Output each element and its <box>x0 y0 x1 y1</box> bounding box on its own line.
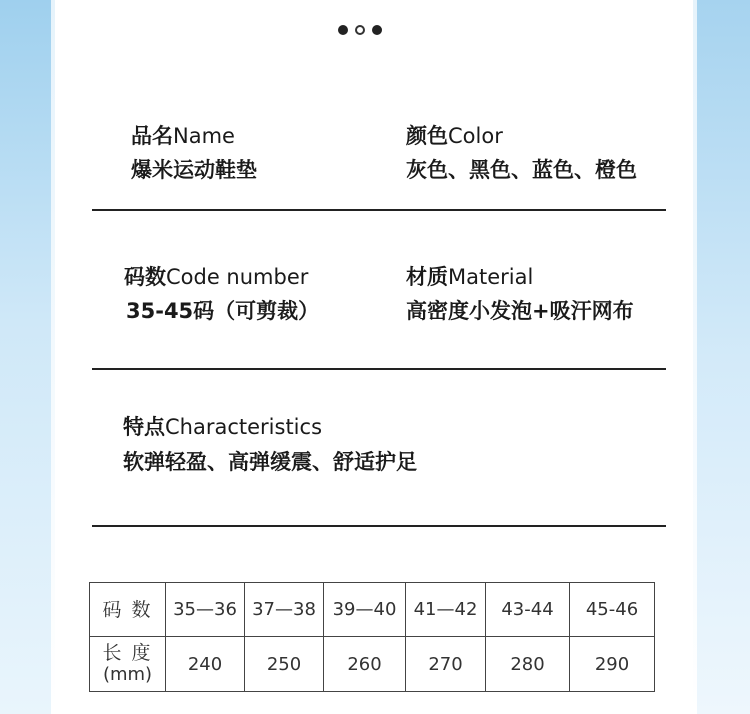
section-divider <box>92 209 666 211</box>
length-cell: 280 <box>486 637 570 692</box>
spec-label-cn: 品名 <box>131 124 173 148</box>
spec-label-name <box>131 123 235 149</box>
row-header-label: 长 度 <box>102 642 153 664</box>
spec-label-en: Code number <box>166 265 309 289</box>
spec-label-en: Color <box>448 124 503 148</box>
spec-label-cn: 颜色 <box>406 124 448 148</box>
size-cell: 39—40 <box>324 583 406 637</box>
row-header-unit: (mm) <box>102 664 153 685</box>
spec-label-cn: 码数 <box>124 265 166 289</box>
size-cell: 45-46 <box>570 583 655 637</box>
spec-value-features: 软弹轻盈、高弹缓震、舒适护足 <box>123 450 417 474</box>
spec-value-color: 灰色、黑色、蓝色、橙色 <box>406 158 637 182</box>
length-cell: 260 <box>324 637 406 692</box>
size-cell: 35—36 <box>166 583 245 637</box>
spec-value-material: 高密度小发泡+吸汗网布 <box>406 299 634 323</box>
left-decorative-panel <box>0 0 55 714</box>
size-cell: 43-44 <box>486 583 570 637</box>
pager-dot-3[interactable] <box>372 25 382 35</box>
length-cell: 270 <box>406 637 486 692</box>
spec-label-features <box>123 414 322 440</box>
length-cell: 290 <box>570 637 655 692</box>
table-row-lengths <box>90 637 655 692</box>
spec-value-name: 爆米运动鞋垫 <box>131 158 257 182</box>
spec-label-en: Material <box>448 265 534 289</box>
spec-label-size <box>124 264 308 290</box>
right-decorative-panel <box>693 0 750 714</box>
size-chart-table <box>89 582 655 692</box>
spec-label-cn: 特点 <box>123 415 165 439</box>
size-cell: 37—38 <box>245 583 324 637</box>
row-header-length <box>90 637 166 692</box>
length-cell: 250 <box>245 637 324 692</box>
table-row-sizes <box>90 583 655 637</box>
spec-label-cn: 材质 <box>406 265 448 289</box>
row-header-size <box>90 583 166 637</box>
pagination-dots <box>338 24 384 36</box>
length-cell: 240 <box>166 637 245 692</box>
spec-label-color <box>406 123 503 149</box>
spec-label-en: Name <box>173 124 235 148</box>
spec-label-material <box>406 264 533 290</box>
pager-dot-1[interactable] <box>338 25 348 35</box>
spec-label-en: Characteristics <box>165 415 323 439</box>
row-header-label: 码 数 <box>102 598 153 621</box>
size-cell: 41—42 <box>406 583 486 637</box>
pager-dot-2[interactable] <box>355 25 365 35</box>
section-divider <box>92 525 666 527</box>
section-divider <box>92 368 666 370</box>
spec-value-size: 35-45码（可剪裁） <box>126 299 320 323</box>
